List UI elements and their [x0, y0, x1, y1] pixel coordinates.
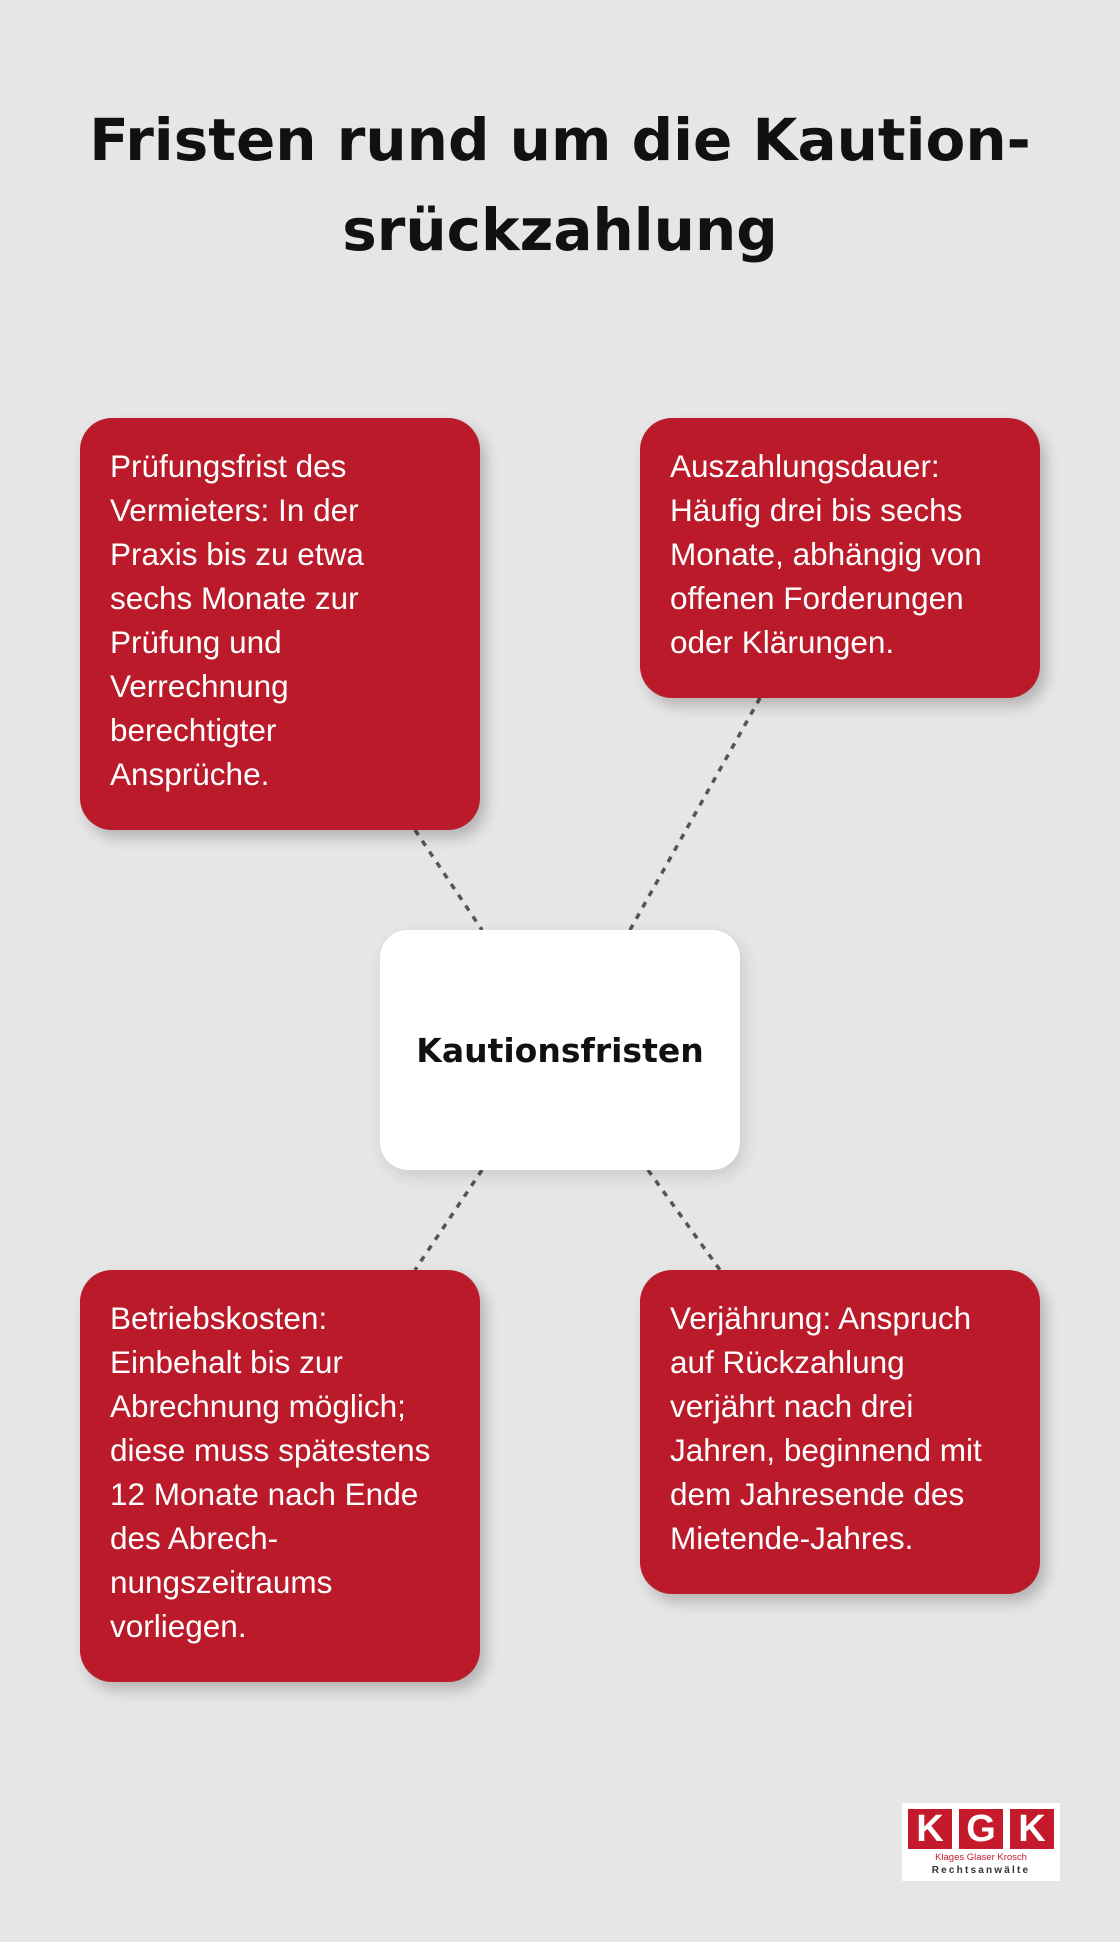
page-title-line-2: srückzahlung [342, 196, 778, 264]
center-node-label: Kautionsfristen [416, 1030, 704, 1070]
card-pruefungsfrist: Prüfungsfrist des Vermieters: In der Praxis bis zu etwa sechs Monate zur Prüfung und Verrechnung berechtigter Ansprüche. [80, 418, 480, 830]
logo-subtitle: Rechtsanwälte [931, 1865, 1031, 1876]
kgk-logo [902, 1803, 1060, 1881]
logo-letter-k2: K [1010, 1809, 1054, 1849]
connector-top-right [630, 698, 760, 930]
card-verjaehrung: Verjährung: Anspruch auf Rückzahlung verjährt nach drei Jahren, beginnend mit dem Jahresende des Mietende-Jahres. [640, 1270, 1040, 1594]
connector-top-left [415, 830, 482, 930]
card-auszahlungsdauer: Auszahlungsdauer: Häufig drei bis sechs Monate, abhängig von offenen Forderungen oder Klärungen. [640, 418, 1040, 698]
connector-bottom-right [648, 1170, 720, 1270]
logo-partner-names: Klages Glaser Krosch [935, 1852, 1027, 1863]
connector-bottom-left [415, 1170, 482, 1270]
logo-letter-g: G [959, 1809, 1003, 1849]
card-betriebskosten: Betriebskosten: Einbehalt bis zur Abrechnung möglich; diese muss spätestens 12 Monate nach Ende des Abrech- nungszeitraums vorliegen. [80, 1270, 480, 1682]
logo-letters [908, 1809, 1054, 1849]
logo-letter-k1: K [908, 1809, 952, 1849]
center-node [380, 930, 740, 1170]
page-title-line-1: Fristen rund um die Kaution- [89, 106, 1031, 174]
